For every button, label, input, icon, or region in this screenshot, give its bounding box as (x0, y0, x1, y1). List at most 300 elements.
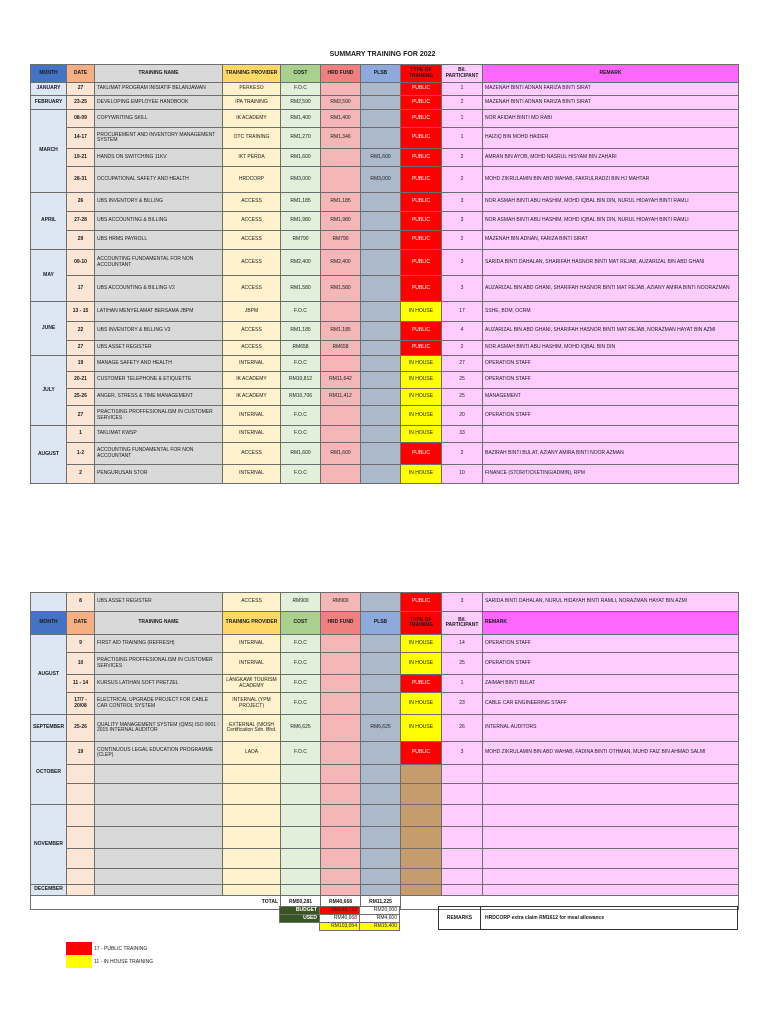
participant-count-cell: 1 (442, 675, 483, 693)
date-cell: 20-21 (67, 372, 95, 389)
remarks-text: HRDCORP extra claim RM1612 for meal allowance (485, 915, 605, 921)
date-cell: 8 (67, 593, 95, 612)
training-name-cell: UBS INVENTORY & BILLING V3 (95, 322, 223, 341)
remark-cell: AUZARIZAL BIN ABD GHANI, SHARIFAH HASNOR BINTI MAT REJAB, AZIANY AMIRA BINTI NOORAZMAN (483, 276, 739, 302)
provider-cell: EXTERNAL (NIOSH Certification Sdn. Bhd. (223, 715, 281, 742)
table-row (31, 167, 739, 193)
balance-plsb: RM15,400 (360, 923, 400, 931)
empty-cell (401, 885, 442, 896)
table-row (31, 193, 739, 212)
cost-cell: F.O.C (281, 675, 321, 693)
header-hrd: HRD FUND (321, 612, 361, 635)
table-row (31, 869, 739, 885)
date-cell: 09-10 (67, 250, 95, 276)
remark-cell: INTERNAL AUDITORS (483, 715, 739, 742)
training-type-badge: IN HOUSE (401, 653, 442, 675)
table-row (31, 389, 739, 406)
provider-cell: ACCESS (223, 193, 281, 212)
legend-inhouse (66, 955, 153, 968)
hrd-fund-cell (321, 83, 361, 96)
participant-count-cell: 23 (442, 693, 483, 715)
empty-cell (483, 827, 739, 849)
empty-cell (67, 765, 95, 784)
training-type-badge: IN HOUSE (401, 465, 442, 484)
participant-count-cell: 2 (442, 231, 483, 250)
plsb-cell (361, 675, 401, 693)
plsb-cell: RM6,625 (361, 715, 401, 742)
remark-cell: NOR ASMAH BINTI ABU HASHIM, MOHD IQBAL BIN DIN, NURUL HIDAYAH BINTI RAMLI (483, 193, 739, 212)
header-remark: REMARK (483, 612, 739, 635)
provider-cell: INTERNAL (223, 406, 281, 426)
training-type-badge: IN HOUSE (401, 372, 442, 389)
date-cell: 27 (67, 83, 95, 96)
table-row (31, 635, 739, 653)
training-name-cell: UBS INVENTORY & BILLING (95, 193, 223, 212)
plsb-cell (361, 426, 401, 443)
used-hrd: RM40,668 (320, 915, 360, 923)
empty-cell (223, 869, 281, 885)
training-type-badge: IN HOUSE (401, 715, 442, 742)
provider-cell: ACCESS (223, 593, 281, 612)
total-label: TOTAL (31, 896, 281, 910)
header-date: DATE (67, 65, 95, 83)
training-name-cell: UBS ASSET REGISTER (95, 341, 223, 356)
cost-cell: RM1,400 (281, 110, 321, 128)
hrd-fund-cell: RM1,580 (321, 276, 361, 302)
remarks-label: REMARKS (439, 907, 481, 929)
training-type-badge: IN HOUSE (401, 406, 442, 426)
table-row (31, 302, 739, 322)
empty-cell (321, 827, 361, 849)
header-month: MONTH (31, 612, 67, 635)
remark-cell: FINANCE (STOR/TICKETING/ADMIN), RPM (483, 465, 739, 484)
remark-cell: NOR ASMAH BINTI ABU HASHIM, MOHD IQBAL BIN DIN (483, 341, 739, 356)
total-cost: RM50,281 (281, 896, 321, 910)
training-type-badge: PUBLIC (401, 231, 442, 250)
provider-cell: INTERNAL (YPM PROJECT) (223, 693, 281, 715)
provider-cell: INTERNAL (223, 653, 281, 675)
training-type-badge: PUBLIC (401, 593, 442, 612)
header-plsb: PLSB (361, 612, 401, 635)
month-cell: DECEMBER (31, 885, 67, 896)
empty-cell (67, 849, 95, 869)
cost-cell: RM10,812 (281, 372, 321, 389)
cost-cell: RM1,185 (281, 193, 321, 212)
header-plsb: PLSB (361, 65, 401, 83)
legend-public (66, 942, 147, 955)
plsb-cell (361, 443, 401, 465)
table-row (31, 675, 739, 693)
training-name-cell: LATIHAN MENYELAMAT BERSAMA JBPM (95, 302, 223, 322)
provider-cell: IK ACADEMY (223, 110, 281, 128)
empty-cell (95, 827, 223, 849)
remark-cell: OPERATION STAFF (483, 356, 739, 372)
month-cell: OCTOBER (31, 742, 67, 805)
month-cell: AUGUST (31, 426, 67, 484)
training-type-badge: PUBLIC (401, 675, 442, 693)
table-row (31, 96, 739, 110)
participant-count-cell: 3 (442, 250, 483, 276)
empty-cell (361, 784, 401, 805)
date-cell: 25-26 (67, 389, 95, 406)
month-cell (31, 593, 67, 612)
header-date: DATE (67, 612, 95, 635)
table-row (31, 805, 739, 827)
plsb-cell (361, 406, 401, 426)
empty-cell (281, 869, 321, 885)
header-month: MONTH (31, 65, 67, 83)
header-remark: REMARK (483, 65, 739, 83)
training-name-cell: CONTINUOUS LEGAL EDUCATION PROGRAMME (CLEP) (95, 742, 223, 765)
remark-cell: OPERATION STAFF (483, 372, 739, 389)
cost-cell: RM1,980 (281, 212, 321, 231)
cost-cell: F.O.C (281, 653, 321, 675)
header-row (31, 612, 739, 635)
plsb-cell (361, 356, 401, 372)
training-type-badge: PUBLIC (401, 193, 442, 212)
empty-cell (361, 765, 401, 784)
balance-hrd: RM103,054 (320, 923, 360, 931)
hrd-fund-cell (321, 635, 361, 653)
hrd-fund-cell (321, 149, 361, 167)
plsb-cell (361, 193, 401, 212)
empty-cell (401, 827, 442, 849)
table-row (31, 110, 739, 128)
provider-cell: INTERNAL (223, 426, 281, 443)
participant-count-cell: 25 (442, 389, 483, 406)
training-name-cell: UBS ACCOUNTING & BILLING V2 (95, 276, 223, 302)
remark-cell: SSHE, BDM, OCRM (483, 302, 739, 322)
training-name-cell: KURSUS LATIHAN SOFT PRETZEL (95, 675, 223, 693)
provider-cell: INTERNAL (223, 465, 281, 484)
table-row (31, 83, 739, 96)
participant-count-cell: 3 (442, 593, 483, 612)
training-type-badge: IN HOUSE (401, 635, 442, 653)
participant-count-cell: 25 (442, 653, 483, 675)
cost-cell: RM2,590 (281, 96, 321, 110)
table-row (31, 128, 739, 149)
hrd-fund-cell (321, 653, 361, 675)
plsb-cell (361, 322, 401, 341)
month-cell: JUNE (31, 302, 67, 356)
provider-cell: IK ACADEMY (223, 372, 281, 389)
cost-cell: RM2,400 (281, 250, 321, 276)
training-type-badge: PUBLIC (401, 742, 442, 765)
plsb-cell (361, 389, 401, 406)
header-bil: Bil. PARTICIPANT (442, 65, 483, 83)
training-name-cell: ACCOUNTING FUNDAMENTAL FOR NON ACCOUNTANT (95, 443, 223, 465)
cost-cell: RM900 (281, 593, 321, 612)
date-cell: 13 - 15 (67, 302, 95, 322)
remark-cell: MAZENAH BINTI ADNAN FARIZA BINTI SIRAT (483, 83, 739, 96)
cost-cell: F.O.C (281, 426, 321, 443)
plsb-cell: RM3,000 (361, 167, 401, 193)
cost-cell: RM1,580 (281, 276, 321, 302)
provider-cell: IK ACADEMY (223, 389, 281, 406)
empty-cell (483, 885, 739, 896)
cost-cell: F.O.C (281, 635, 321, 653)
training-type-badge: PUBLIC (401, 212, 442, 231)
total-plsb: RM11,225 (361, 896, 401, 910)
training-name-cell: PRACTISING PROFFESIONALISM IN CUSTOMER SERVICES (95, 653, 223, 675)
cost-cell: RM6,625 (281, 715, 321, 742)
table-row (31, 693, 739, 715)
hrd-fund-cell: RM1,346 (321, 128, 361, 149)
empty-cell (401, 869, 442, 885)
participant-count-cell: 3 (442, 742, 483, 765)
empty-cell (223, 849, 281, 869)
cost-cell: RM3,000 (281, 167, 321, 193)
empty-cell (321, 849, 361, 869)
participant-count-cell: 4 (442, 322, 483, 341)
training-type-badge: IN HOUSE (401, 426, 442, 443)
date-cell: 22 (67, 322, 95, 341)
header-name: TRAINING NAME (95, 65, 223, 83)
header-row (31, 65, 739, 83)
training-name-cell: UBS ACCOUNTING & BILLING (95, 212, 223, 231)
date-cell: 2 (67, 465, 95, 484)
plsb-cell (361, 465, 401, 484)
hrd-fund-cell: RM2,590 (321, 96, 361, 110)
header-type: TYPE OF TRAINING (401, 65, 442, 83)
training-type-badge: IN HOUSE (401, 389, 442, 406)
empty-cell (223, 805, 281, 827)
participant-count-cell: 2 (442, 167, 483, 193)
plsb-cell (361, 96, 401, 110)
plsb-cell (361, 693, 401, 715)
hrd-fund-cell: RM1,400 (321, 110, 361, 128)
table-row (31, 341, 739, 356)
table-row (31, 742, 739, 765)
empty-cell (483, 784, 739, 805)
plsb-cell (361, 742, 401, 765)
provider-cell: LANGKAWI TOURISM ACADEMY (223, 675, 281, 693)
plsb-cell (361, 653, 401, 675)
cost-cell: F.O.C (281, 742, 321, 765)
hrd-fund-cell (321, 693, 361, 715)
remark-cell: AMRAN BIN AYOB, MOHD NASRUL HISYAM BIN ZAHARI (483, 149, 739, 167)
training-name-cell: TAKLIMAT PROGRAM INISIATIF BELANJAWAN (95, 83, 223, 96)
training-name-cell: DEVELOPING EMPLOYEE HANDBOOK (95, 96, 223, 110)
cost-cell: RM10,706 (281, 389, 321, 406)
cost-cell: F.O.C (281, 465, 321, 484)
empty-cell (442, 869, 483, 885)
training-name-cell: OCCUPATIONAL SAFETY AND HEALTH (95, 167, 223, 193)
participant-count-cell: 1 (442, 83, 483, 96)
remark-cell: AUZARIZAL BIN ABD GHANI, SHARIFAH HASNOR BINTI MAT REJAB, NORAZMAN HAYAT BIN AZMI (483, 322, 739, 341)
table-row (31, 653, 739, 675)
empty-cell (401, 784, 442, 805)
remark-cell: SARIDA BINTI DAHALAN, SHARIFAH HASNOR BINTI MAT REJAB, AUZARIZAL BIN ABD GHANI (483, 250, 739, 276)
date-cell: 1 (67, 426, 95, 443)
empty-cell (442, 784, 483, 805)
empty-cell (95, 849, 223, 869)
header-hrd: HRD FUND (321, 65, 361, 83)
participant-count-cell: 3 (442, 212, 483, 231)
provider-cell: IPA TRAINING (223, 96, 281, 110)
participant-count-cell: 25 (442, 372, 483, 389)
hrd-fund-cell: RM1,185 (321, 193, 361, 212)
empty-cell (281, 849, 321, 869)
empty-cell (361, 805, 401, 827)
empty-cell (281, 805, 321, 827)
date-cell: 1-2 (67, 443, 95, 465)
empty-cell (95, 885, 223, 896)
training-type-badge: PUBLIC (401, 149, 442, 167)
plsb-cell (361, 83, 401, 96)
empty-cell (401, 849, 442, 869)
remark-cell: NOR AFIDAH BINTI MD RABI (483, 110, 739, 128)
empty-cell (442, 885, 483, 896)
header-type: TYPE OF TRAINING (401, 612, 442, 635)
empty-cell (281, 784, 321, 805)
plsb-cell (361, 110, 401, 128)
month-cell: SEPTEMBER (31, 715, 67, 742)
date-cell: 25-26 (67, 715, 95, 742)
empty-cell (67, 885, 95, 896)
plsb-cell (361, 128, 401, 149)
date-cell: 19-21 (67, 149, 95, 167)
provider-cell: IKT PERDA (223, 149, 281, 167)
legend-public-text: 17 - PUBLIC TRAINING (94, 945, 148, 952)
hrd-fund-cell (321, 356, 361, 372)
provider-cell: LADA (223, 742, 281, 765)
empty-cell (442, 805, 483, 827)
date-cell: 27 (67, 341, 95, 356)
table-row (31, 715, 739, 742)
hrd-fund-cell (321, 742, 361, 765)
empty-cell (95, 805, 223, 827)
training-type-badge: PUBLIC (401, 110, 442, 128)
date-cell: 19 (67, 356, 95, 372)
plsb-cell (361, 635, 401, 653)
date-cell: 19 (67, 742, 95, 765)
provider-cell: ACCESS (223, 276, 281, 302)
empty-cell (67, 784, 95, 805)
participant-count-cell: 17 (442, 302, 483, 322)
empty-cell (321, 869, 361, 885)
date-cell: 11 - 14 (67, 675, 95, 693)
provider-cell: ACCESS (223, 231, 281, 250)
hrd-fund-cell: RM1,980 (321, 212, 361, 231)
empty-cell (281, 765, 321, 784)
participant-count-cell: 14 (442, 635, 483, 653)
training-name-cell: PROCUREMENT AND INVENTORY MANAGEMENT SYSTEM (95, 128, 223, 149)
training-name-cell: ELECTRICAL UPGRADE PROJECT FOR CABLE CAR CONTROL SYSTEM (95, 693, 223, 715)
remark-cell: SARIDA BINTI DAHALAN, NURUL HIDAYAH BINTI RAMLI, NORAZMAN HAYAT BIN AZMI (483, 593, 739, 612)
empty-cell (223, 885, 281, 896)
cost-cell: F.O.C (281, 693, 321, 715)
cost-cell: RM1,270 (281, 128, 321, 149)
training-name-cell: PRACTISING PROFFESIONALISM IN CUSTOMER SERVICES (95, 406, 223, 426)
month-cell: APRIL (31, 193, 67, 250)
date-cell: 08-09 (67, 110, 95, 128)
used-plsb: RM4,600 (360, 915, 400, 923)
hrd-fund-cell (321, 465, 361, 484)
hrd-fund-cell: RM900 (321, 593, 361, 612)
remark-cell: BAZIRAH BINTI BULAT, AZIANY AMIRA BINTI NOOR AZMAN (483, 443, 739, 465)
training-name-cell: UBS ASSET REGISTER (95, 593, 223, 612)
hrd-fund-cell (321, 426, 361, 443)
date-cell: 9 (67, 635, 95, 653)
month-cell: NOVEMBER (31, 805, 67, 885)
remark-cell: OPERATION STAFF (483, 635, 739, 653)
cost-cell: F.O.C (281, 302, 321, 322)
training-name-cell: PENGURUSAN STOR (95, 465, 223, 484)
legend-public-swatch (66, 942, 92, 955)
training-type-badge: PUBLIC (401, 341, 442, 356)
hrd-fund-cell: RM1,600 (321, 443, 361, 465)
cost-cell: F.O.C (281, 356, 321, 372)
participant-count-cell: 2 (442, 96, 483, 110)
plsb-cell: RM1,600 (361, 149, 401, 167)
sheet-title: SUMMARY TRAINING FOR 2022 (329, 51, 436, 58)
month-cell: FEBRUARY (31, 96, 67, 110)
budget-table (279, 906, 400, 931)
empty-cell (281, 827, 321, 849)
empty-cell (401, 765, 442, 784)
table-row (31, 276, 739, 302)
cost-cell: RM790 (281, 231, 321, 250)
training-type-badge: IN HOUSE (401, 356, 442, 372)
plsb-cell (361, 372, 401, 389)
provider-cell: INTERNAL (223, 356, 281, 372)
empty-cell (321, 805, 361, 827)
empty-cell (223, 827, 281, 849)
participant-count-cell: 33 (442, 426, 483, 443)
cost-cell: F.O.C (281, 406, 321, 426)
participant-count-cell: 3 (442, 276, 483, 302)
empty-cell (223, 784, 281, 805)
training-name-cell: HANDS ON SWITCHING 11KV (95, 149, 223, 167)
cost-cell: RM1,185 (281, 322, 321, 341)
provider-cell: ACCESS (223, 212, 281, 231)
plsb-cell (361, 276, 401, 302)
provider-cell: ACCESS (223, 322, 281, 341)
date-cell: 26 (67, 193, 95, 212)
month-cell: AUGUST (31, 635, 67, 715)
table-row (31, 885, 739, 896)
training-type-badge: PUBLIC (401, 128, 442, 149)
training-type-badge: PUBLIC (401, 167, 442, 193)
plsb-cell (361, 212, 401, 231)
remark-cell: MOHD ZIKRULAMIN BIN ABD WAHAB, FADINA BINTI OTHMAN, MUHD FAIZ BIN AHMAD SALMI (483, 742, 739, 765)
training-type-badge: IN HOUSE (401, 693, 442, 715)
training-table-1 (30, 64, 739, 484)
hrd-fund-cell: RM1,185 (321, 322, 361, 341)
training-type-badge: PUBLIC (401, 443, 442, 465)
table-row (31, 765, 739, 784)
provider-cell: OTC TRAINING (223, 128, 281, 149)
empty-cell (281, 885, 321, 896)
table-row (31, 827, 739, 849)
cost-cell: RM1,600 (281, 443, 321, 465)
training-name-cell: MANAGE SAFETY AND HEALTH (95, 356, 223, 372)
date-cell: 17 (67, 276, 95, 302)
training-name-cell: COPYWRITING SKILL (95, 110, 223, 128)
budget-plsb: RM20,000 (360, 907, 400, 915)
empty-cell (483, 765, 739, 784)
table-row (31, 465, 739, 484)
participant-count-cell: 27 (442, 356, 483, 372)
date-cell: 17/7 - 20/08 (67, 693, 95, 715)
empty-cell (361, 849, 401, 869)
table-row (31, 372, 739, 389)
header-name: TRAINING NAME (95, 612, 223, 635)
empty-cell (442, 765, 483, 784)
empty-cell (95, 784, 223, 805)
table-row (31, 356, 739, 372)
